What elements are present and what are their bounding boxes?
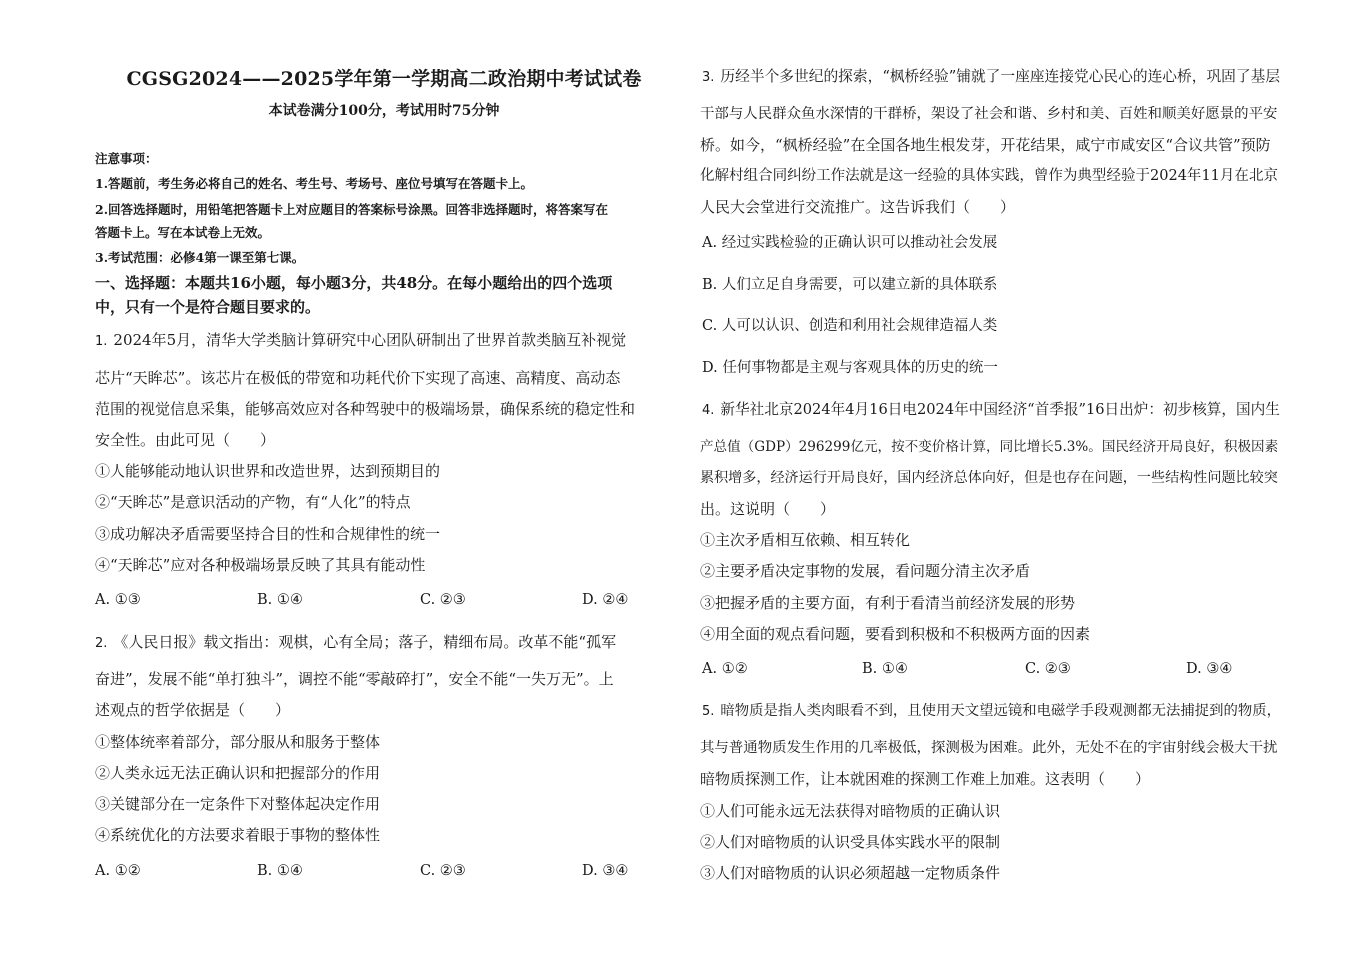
stem-line: 新华社北京2024年4月16日电2024年中国经济“首季报”16日出炉：初步核算，国内生 — [720, 401, 1280, 418]
answer-option-b[interactable]: B. ①④ — [862, 661, 908, 677]
stem-line: 述观点的哲学依据是（ ） — [95, 701, 291, 719]
question-3-stem — [702, 67, 1280, 88]
answer-option-a[interactable]: A. ①② — [95, 863, 141, 879]
answer-option-d[interactable]: D. ③④ — [582, 863, 629, 879]
question-1-stem — [95, 330, 626, 352]
notes-heading: 注意事项： — [95, 151, 158, 166]
answer-option-a[interactable]: A. 经过实践检验的正确认识可以推动社会发展 — [702, 235, 998, 251]
stem-line: 安全性。由此可见（ ） — [95, 431, 276, 449]
note-line: 1.答题前，考生务必将自己的姓名、考生号、考场号、座位号填写在答题卡上。 — [95, 176, 534, 191]
answer-option-b[interactable]: B. ①④ — [257, 592, 303, 608]
note-line: 2.回答选择题时，用铅笔把答题卡上对应题目的答案标号涂黑。回答非选择题时，将答案写在 — [95, 202, 609, 217]
question-2-stem — [95, 632, 616, 654]
answer-option-c[interactable]: C. ②③ — [420, 592, 466, 608]
answer-option-a[interactable]: A. ①③ — [95, 592, 141, 608]
stem-line: 出。这说明（ ） — [700, 500, 836, 518]
exam-title: CGSG2024——2025学年第一学期高二政治期中考试试卷 — [126, 68, 642, 90]
answer-option-d[interactable]: D. ②④ — [582, 592, 629, 608]
stem-line: 范围的视觉信息采集，能够高效应对各种驾驶中的极端场景，确保系统的稳定性和 — [95, 400, 636, 418]
answer-option-d[interactable]: D. 任何事物都是主观与客观具体的历史的统一 — [702, 360, 998, 376]
stem-line: 历经半个多世纪的探索，“枫桥经验”铺就了一座座连接党心民心的连心桥，巩固了基层 — [720, 68, 1281, 85]
stem-line: 《人民日报》载文指出：观棋，心有全局；落子，精细布局。改革不能“孤军 — [113, 633, 617, 651]
question-number: 5. — [702, 704, 715, 719]
stem-line: 暗物质探测工作，让本就困难的探测工作难上加难。这表明（ ） — [700, 770, 1151, 788]
stem-line: 芯片“天眸芯”。该芯片在极低的带宽和功耗代价下实现了高速、高精度、高动态 — [95, 369, 621, 387]
stem-line: 人民大会堂进行交流推广。这告诉我们（ ） — [700, 198, 1016, 216]
stem-line: 奋进”，发展不能“单打独斗”，调控不能“零敲碎打”，安全不能“一失万无”。上 — [95, 670, 614, 688]
statement-item: ②人们对暗物质的认识受具体实践水平的限制 — [700, 833, 1001, 851]
answer-option-a[interactable]: A. ①② — [702, 661, 748, 677]
note-line: 3.考试范围：必修4第一课至第七课。 — [95, 250, 305, 265]
statement-item: ②“天眸芯”是意识活动的产物，有“人化”的特点 — [95, 493, 411, 511]
question-number: 3. — [702, 70, 715, 85]
stem-line: 化解村组合同纠纷工作法就是这一经验的具体实践，曾作为典型经验于2024年11月在北京 — [700, 168, 1278, 184]
stem-line: 桥。如今，“枫桥经验”在全国各地生根发芽，开花结果，咸宁市咸安区“合议共管”预防 — [700, 136, 1271, 154]
statement-item: ④“天眸芯”应对各种极端场景反映了其具有能动性 — [95, 556, 426, 574]
question-number: 1. — [95, 334, 108, 349]
statement-item: ④用全面的观点看问题，要看到积极和不积极两方面的因素 — [700, 625, 1091, 643]
question-number: 2. — [95, 636, 108, 651]
stem-line: 干部与人民群众鱼水深情的干群桥，架设了社会和谐、乡村和美、百姓和顺美好愿景的平安 — [700, 106, 1278, 122]
question-5-stem — [702, 701, 1281, 722]
exam-subtitle: 本试卷满分100分，考试用时75分钟 — [268, 103, 500, 119]
statement-item: ①人们可能永远无法获得对暗物质的正确认识 — [700, 802, 1001, 820]
stem-line: 2024年5月，清华大学类脑计算研究中心团队研制出了世界首款类脑互补视觉 — [113, 331, 627, 349]
statement-item: ③成功解决矛盾需要坚持合目的性和合规律性的统一 — [95, 525, 441, 543]
answer-option-b[interactable]: B. ①④ — [257, 863, 303, 879]
answer-option-d[interactable]: D. ③④ — [1186, 661, 1233, 677]
statement-item: ②主要矛盾决定事物的发展，看问题分清主次矛盾 — [700, 562, 1031, 580]
answer-option-c[interactable]: C. ②③ — [1025, 661, 1071, 677]
question-number: 4. — [702, 403, 715, 418]
section-heading: 中，只有一个是符合题目要求的。 — [95, 298, 321, 316]
statement-item: ③把握矛盾的主要方面，有利于看清当前经济发展的形势 — [700, 594, 1076, 612]
answer-option-c[interactable]: C. ②③ — [420, 863, 466, 879]
stem-line: 累积增多，经济运行开局良好，国内经济总体向好，但是也存在问题，一些结构性问题比较突 — [700, 470, 1278, 486]
stem-line: 产总值（GDP）296299亿元，按不变价格计算，同比增长5.3%。国民经济开局良好，积极因素 — [700, 439, 1279, 455]
statement-item: ①整体统率着部分，部分服从和服务于整体 — [95, 733, 381, 751]
statement-item: ③人们对暗物质的认识必须超越一定物质条件 — [700, 864, 1001, 882]
note-line: 答题卡上。写在本试卷上无效。 — [95, 225, 271, 240]
statement-item: ①人能够能动地认识世界和改造世界，达到预期目的 — [95, 462, 441, 480]
stem-line: 其与普通物质发生作用的几率极低，探测极为困难。此外，无处不在的宇宙射线会极大干扰 — [700, 740, 1278, 756]
answer-option-c[interactable]: C. 人可以认识、创造和利用社会规律造福人类 — [702, 318, 998, 334]
answer-option-b[interactable]: B. 人们立足自身需要，可以建立新的具体联系 — [702, 277, 998, 293]
statement-item: ①主次矛盾相互依赖、相互转化 — [700, 531, 911, 549]
question-4-stem — [702, 400, 1280, 421]
statement-item: ④系统优化的方法要求着眼于事物的整体性 — [95, 826, 381, 844]
stem-line: 暗物质是指人类肉眼看不到，且使用天文望远镜和电磁学手段观测都无法捕捉到的物质， — [720, 703, 1282, 719]
statement-item: ②人类永远无法正确认识和把握部分的作用 — [95, 764, 381, 782]
statement-item: ③关键部分在一定条件下对整体起决定作用 — [95, 795, 381, 813]
section-heading: 一、选择题：本题共16小题，每小题3分，共48分。在每小题给出的四个选项 — [95, 274, 613, 292]
